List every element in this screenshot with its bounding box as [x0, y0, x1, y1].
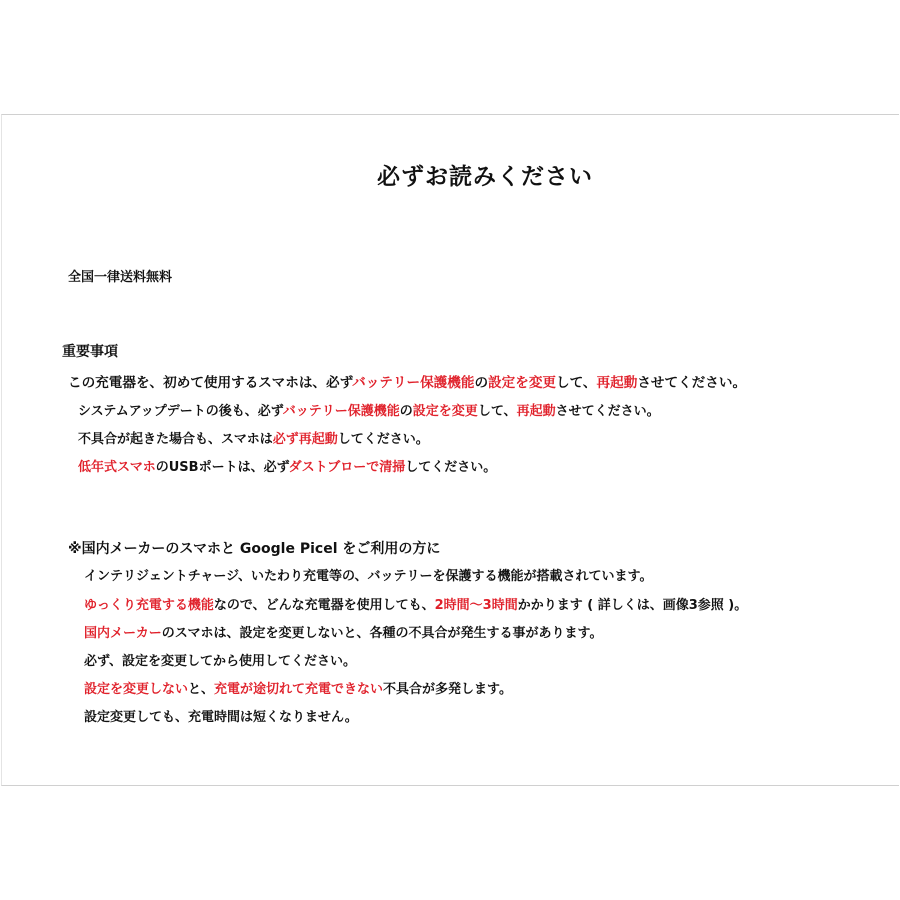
highlight-text: 設定を変更: [412, 404, 478, 419]
highlight-text: ダストブローで清掃: [288, 460, 406, 475]
page-title: 必ずお読みください: [377, 164, 593, 190]
text-segment: させてください。: [555, 404, 660, 419]
text-segment: してください。: [337, 432, 429, 447]
text-segment: 設定変更しても、充電時間は短くなりません。: [84, 710, 358, 725]
text-segment: のスマホは、設定を変更しないと、各種の不具合が発生する事があります。: [161, 626, 603, 641]
important-line: [78, 403, 660, 421]
text-segment: インテリジェントチャージ、いたわり充電等の、バッテリーを保護する機能が搭載されています。: [84, 569, 653, 584]
text-segment: この充電器を、初めて使用するスマホは、必ず: [68, 375, 353, 391]
highlight-text: 設定を変更: [488, 375, 557, 391]
highlight-text: 再起動: [516, 404, 556, 419]
text-segment: して、: [556, 375, 597, 391]
highlight-text: 必ず再起動: [272, 432, 338, 447]
important-line: [68, 374, 746, 392]
notice-heading: ※国内メーカーのスマホと Google Picel をご利用の方に: [68, 541, 441, 557]
highlight-text: 再起動: [596, 375, 638, 391]
important-line: [78, 459, 496, 477]
notice-line: [84, 653, 356, 671]
text-segment: なので、どんな充電器を使用しても、: [213, 598, 435, 613]
text-segment: のUSBポートは、必ず: [155, 460, 289, 475]
notice-line: [84, 681, 512, 699]
text-segment: システムアップデートの後も、必ず: [78, 404, 283, 419]
text-segment: 不具合が起きた場合も、スマホは: [78, 432, 273, 447]
notice-line: [84, 625, 602, 643]
notice-line: [84, 597, 747, 615]
text-segment: の: [399, 404, 413, 419]
notice-line: [84, 568, 653, 586]
text-segment: 不具合が多発します。: [383, 682, 513, 697]
highlight-text: バッテリー保護機能: [282, 404, 400, 419]
important-line: [78, 431, 429, 449]
highlight-text: 設定を変更しない: [84, 682, 189, 697]
text-segment: かかります ( 詳しくは、画像3参照 )。: [517, 598, 748, 613]
text-segment: 必ず、設定を変更してから使用してください。: [84, 654, 356, 669]
text-segment: の: [474, 375, 489, 391]
highlight-text: 国内メーカー: [84, 626, 162, 641]
highlight-text: 低年式スマホ: [78, 460, 156, 475]
important-heading: 重要事項: [62, 344, 118, 360]
text-segment: と、: [188, 682, 215, 697]
notice-line: [84, 709, 358, 727]
text-segment: してください。: [405, 460, 497, 475]
text-segment: させてください。: [637, 375, 747, 391]
highlight-text: 2時間～3時間: [434, 598, 518, 613]
highlight-text: ゆっくり充電する機能: [84, 598, 214, 613]
highlight-text: 充電が途切れて充電できない: [214, 682, 384, 697]
highlight-text: バッテリー保護機能: [352, 375, 475, 391]
free-shipping-text: 全国一律送料無料: [68, 270, 173, 285]
text-segment: して、: [477, 404, 517, 419]
